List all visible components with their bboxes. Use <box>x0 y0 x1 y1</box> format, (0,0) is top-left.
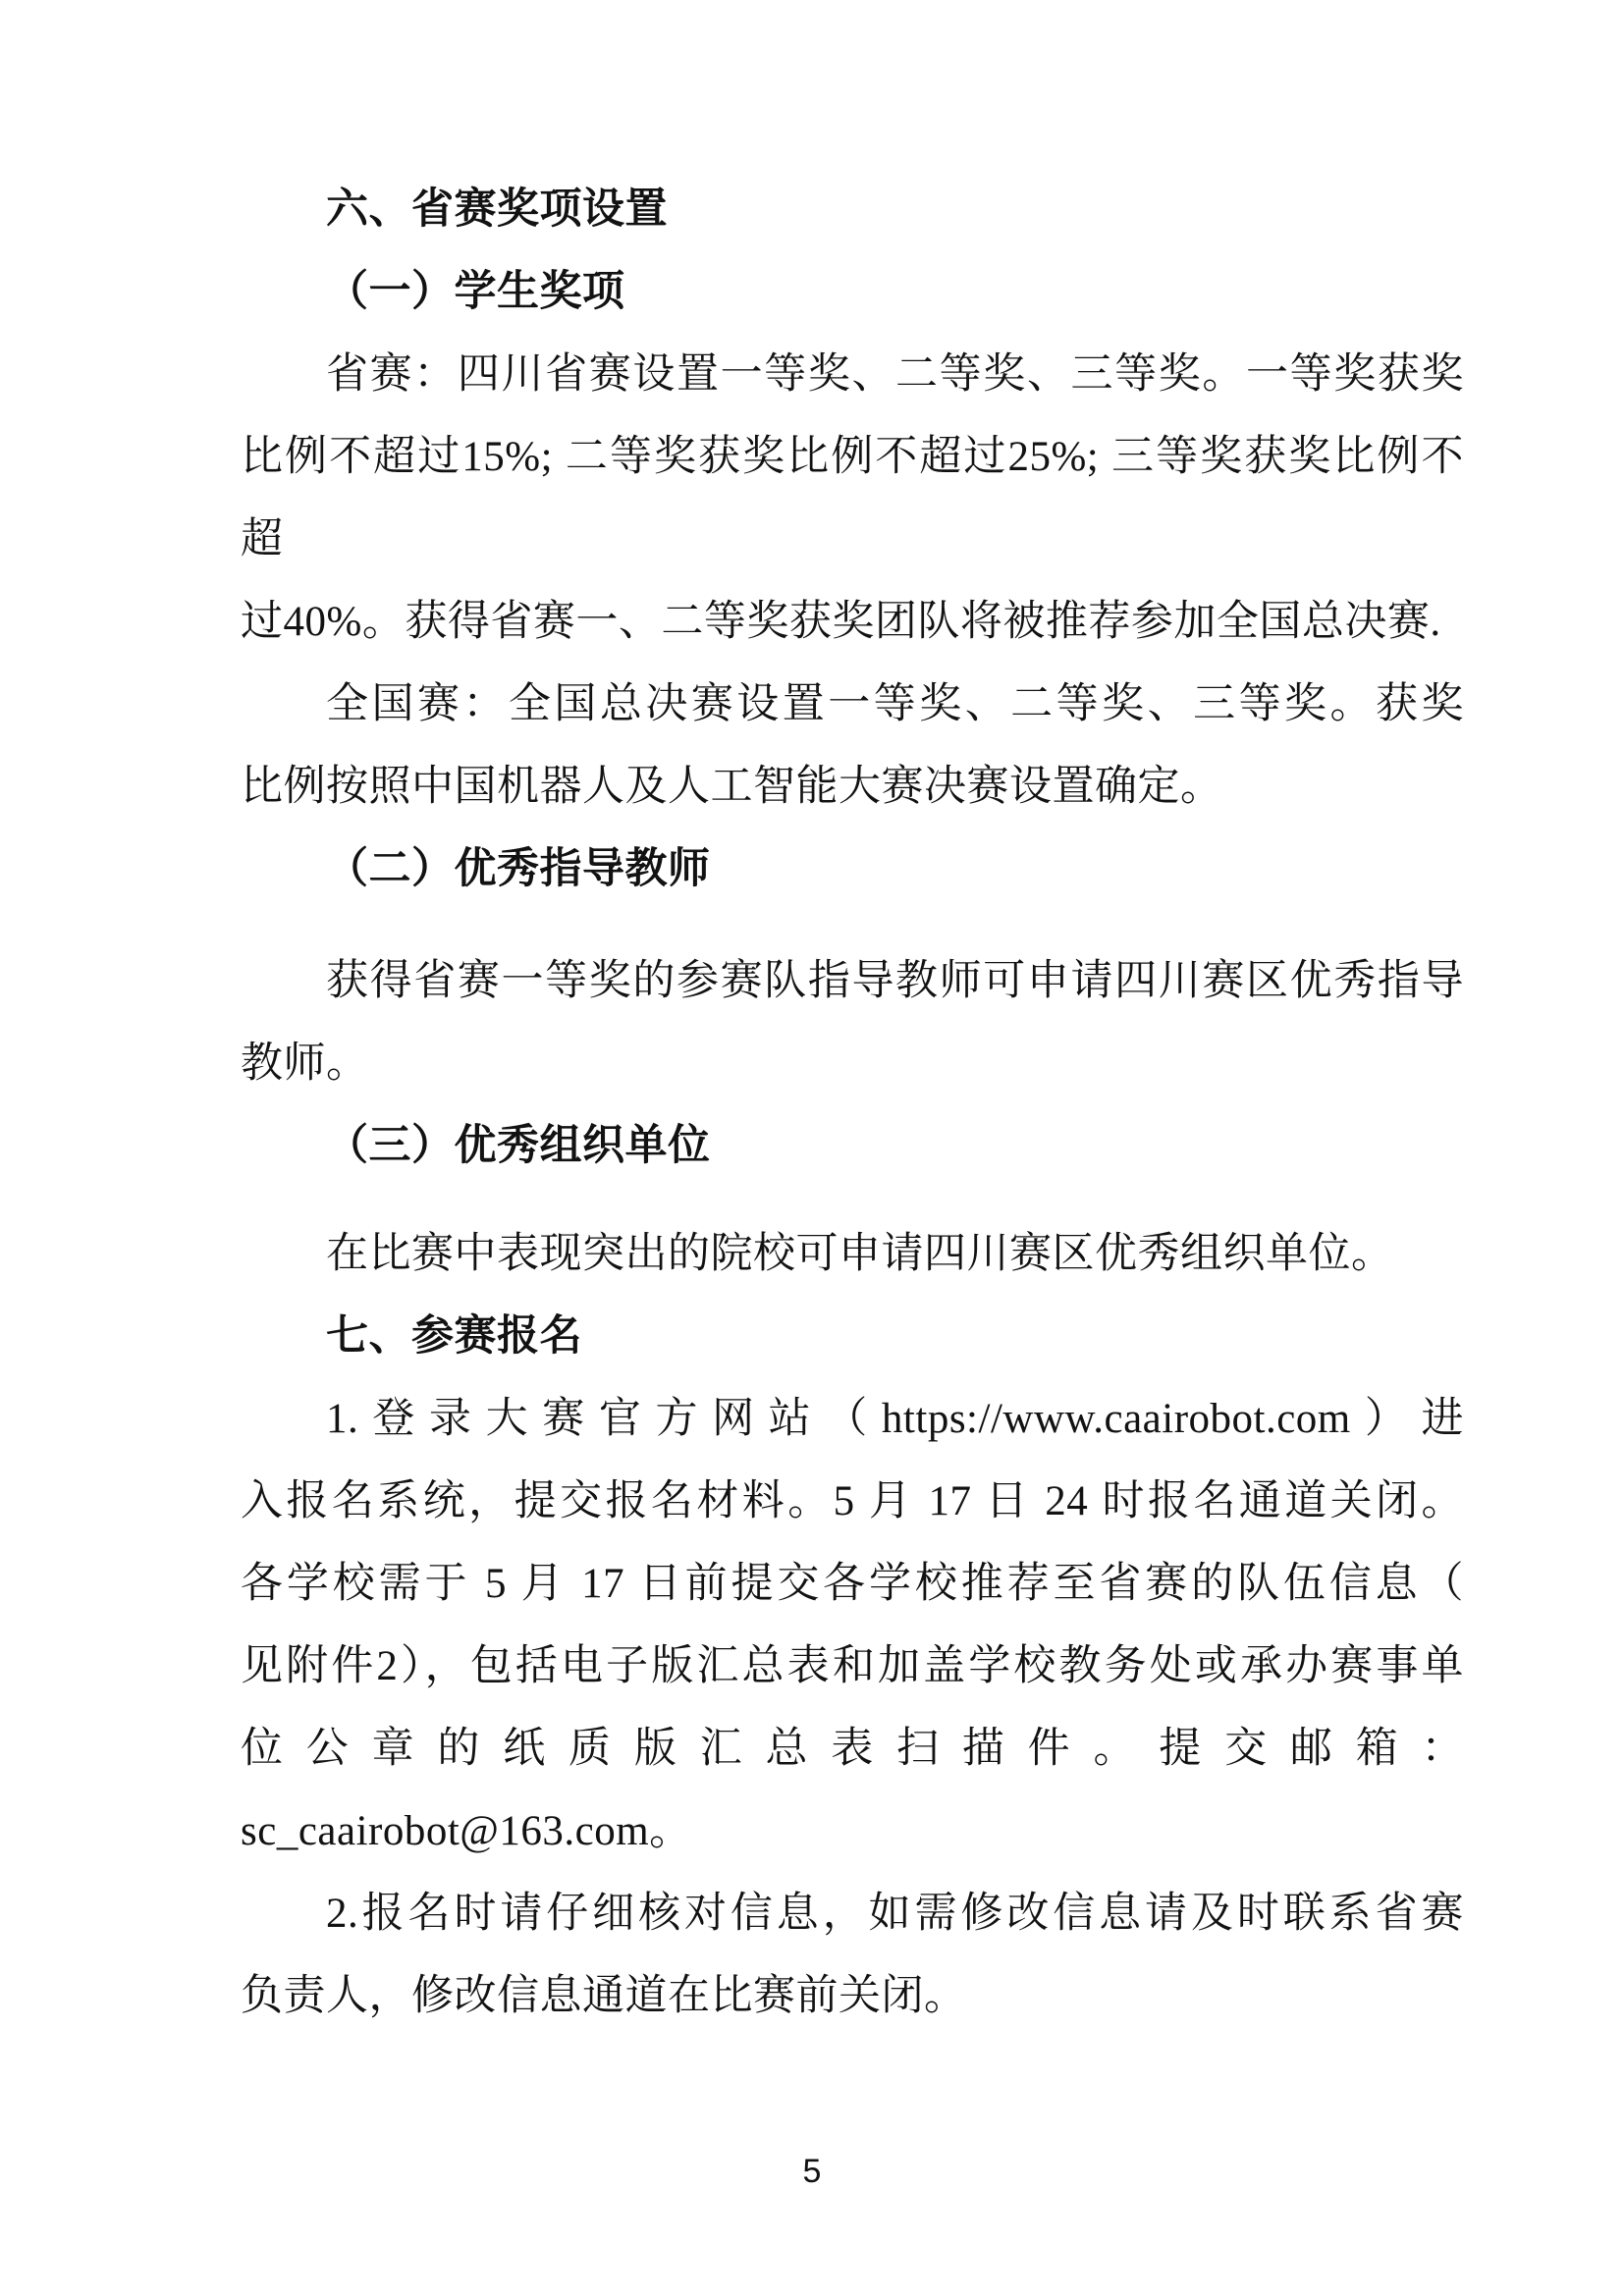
page-footer <box>0 2152 1624 2191</box>
subheading-student-awards: （一）学生奖项 <box>326 269 625 315</box>
paragraph-national-awards-line: 比例按照中国机器人及人工智能大赛决赛设置确定。 <box>241 764 1223 810</box>
paragraph-registration-step1-line: 1.登录大赛官方网站（https://www.caairobot.com）进 <box>326 1396 1464 1442</box>
subheading-outstanding-organizations: （三）优秀组织单位 <box>326 1123 711 1169</box>
paragraph-registration-step2-line: 2.报名时请仔细核对信息，如需修改信息请及时联系省赛 <box>326 1891 1464 1937</box>
subheading-outstanding-instructors: （二）优秀指导教师 <box>326 846 711 892</box>
section-heading-registration: 七、参赛报名 <box>326 1313 582 1360</box>
paragraph-instructors-line: 获得省赛一等奖的参赛队指导教师可申请四川赛区优秀指导 <box>326 958 1464 1004</box>
paragraph-registration-step1-line: 入报名系统，提交报名材料。5 月 17 日 24 时报名通道关闭。 <box>241 1478 1464 1524</box>
page-number: 5 <box>802 2153 822 2190</box>
paragraph-provincial-awards-line: 比例不超过15%; 二等奖获奖比例不超过25%; 三等奖获奖比例不超 <box>241 434 1464 562</box>
paragraph-provincial-awards-line: 过40%。获得省赛一、二等奖获奖团队将被推荐参加全国总决赛. <box>241 599 1441 645</box>
document-body <box>241 169 1464 2038</box>
paragraph-registration-step1-line: 位公章的纸质版汇总表扫描件。提交邮箱： <box>241 1726 1464 1772</box>
paragraph-provincial-awards-line: 省赛：四川省赛设置一等奖、二等奖、三等奖。一等奖获奖 <box>326 351 1464 398</box>
paragraph-instructors-line: 教师。 <box>241 1041 369 1087</box>
paragraph-registration-step1-line: 见附件2），包括电子版汇总表和加盖学校教务处或承办赛事单 <box>241 1643 1464 1689</box>
paragraph-organizations-line: 在比赛中表现突出的院校可申请四川赛区优秀组织单位。 <box>326 1231 1394 1277</box>
paragraph-registration-step2-line: 负责人，修改信息通道在比赛前关闭。 <box>241 1973 967 2019</box>
section-heading-awards: 六、省赛奖项设置 <box>326 187 668 233</box>
paragraph-national-awards-line: 全国赛：全国总决赛设置一等奖、二等奖、三等奖。获奖 <box>326 681 1464 727</box>
paragraph-registration-step1-line: 各学校需于 5 月 17 日前提交各学校推荐至省赛的队伍信息（ <box>241 1561 1464 1607</box>
paragraph-registration-email-line: sc_caairobot@163.com。 <box>241 1808 692 1854</box>
